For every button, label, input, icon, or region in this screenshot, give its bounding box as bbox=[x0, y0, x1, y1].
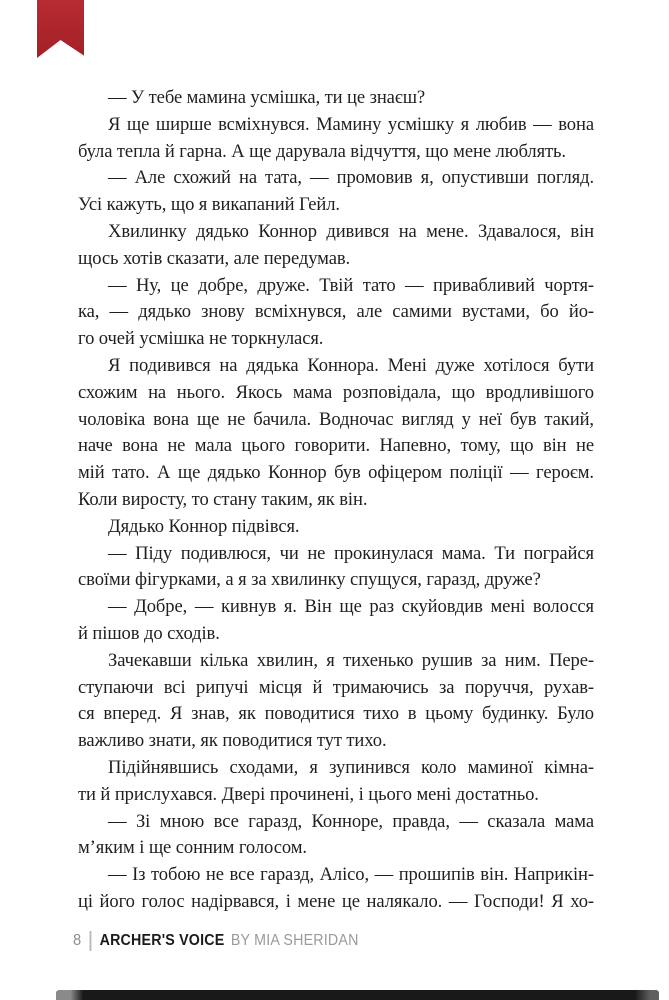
text-line: — Піду подивлюся, чи не прокинулася мама. Ти пограйся bbox=[108, 542, 594, 564]
text-line: чоловіка вона ще не бачила. Водночас вигляд у неї був такий, bbox=[78, 408, 594, 430]
text-line: щось хотів сказати, але передумав. bbox=[78, 247, 351, 269]
text-line: ці його голос надірвався, і мене це налякало. — Господи! Я хо- bbox=[78, 890, 594, 912]
page-footer bbox=[73, 928, 359, 954]
text-line: схожим на нього. Якось мама розповідала, що вродливішого bbox=[78, 381, 594, 403]
text-line: Підійнявшись сходами, я зупинився коло маминої кімна- bbox=[108, 756, 594, 778]
book-title: ARCHER'S VOICE bbox=[99, 932, 225, 949]
book-byline: BY MIA SHERIDAN bbox=[230, 932, 359, 949]
text-line: ступаючи всі рипучі місця й тримаючись за поруччя, рухав- bbox=[78, 676, 594, 698]
text-line: Я ще ширше всміхнувся. Мамину усмішку я любив — вона bbox=[108, 113, 594, 135]
bottom-edge-strip bbox=[56, 990, 659, 1000]
text-line: ся вперед. Я знав, як поводитися тихо в цьому будинку. Було bbox=[78, 703, 594, 725]
text-line: Зачекавши кілька хвилин, я тихенько рушив за ним. Пере- bbox=[108, 649, 594, 671]
text-line: була тепла й гарна. А ще дарувала відчуття, що мене люблять. bbox=[78, 140, 566, 162]
text-line: мій тато. А ще дядько Коннор був офіцером поліції — героєм. bbox=[78, 462, 594, 484]
text-line: Дядько Коннор підвівся. bbox=[108, 515, 300, 537]
bookmark-ribbon-icon[interactable] bbox=[37, 0, 84, 58]
text-line: наче вона не мала цього говорити. Напевно, тому, що він не bbox=[78, 435, 594, 457]
text-line: го очей усмішка не торкнулася. bbox=[78, 328, 324, 350]
text-line: — Із тобою не все гаразд, Алісо, — прошипів він. Наприкін- bbox=[108, 864, 594, 886]
text-line: важливо знати, як поводитися тут тихо. bbox=[78, 730, 387, 752]
text-line: — Добре, — кивнув я. Він ще раз скуйовдив мені волосся bbox=[108, 596, 594, 618]
text-line: й пішов до сходів. bbox=[78, 622, 220, 644]
text-line: Коли виросту, то стану таким, як він. bbox=[78, 488, 368, 510]
text-line: Я подивився на дядька Коннора. Мені дуже хотілося бути bbox=[108, 354, 594, 376]
text-line: — У тебе мамина усмішка, ти це знаєш? bbox=[108, 87, 426, 108]
text-line: ти й прислухався. Двері прочинені, і цього мені достатньо. bbox=[78, 783, 539, 805]
text-line: Усі кажуть, що я викапаний Гейл. bbox=[78, 194, 340, 216]
footer-divider bbox=[89, 931, 91, 951]
text-line: Хвилинку дядько Коннор дивився на мене. Здавалося, він bbox=[108, 220, 594, 242]
text-line: — Але схожий на тата, — промовив я, опустивши погляд. bbox=[108, 167, 594, 189]
text-line: м’яким і ще сонним голосом. bbox=[78, 837, 307, 859]
page-number: 8 bbox=[73, 932, 82, 949]
text-line: ка, — дядько знову всміхнувся, але самими вустами, бо йо- bbox=[78, 301, 594, 323]
text-line: — Ну, це добре, друже. Твій тато — привабливий чортя- bbox=[108, 274, 594, 296]
text-line: — Зі мною все гаразд, Конноре, правда, — сказала мама bbox=[108, 810, 594, 832]
text-line: своїми фігурками, а я за хвилинку спущуся, гаразд, друже? bbox=[78, 569, 541, 591]
text-block bbox=[78, 85, 594, 916]
